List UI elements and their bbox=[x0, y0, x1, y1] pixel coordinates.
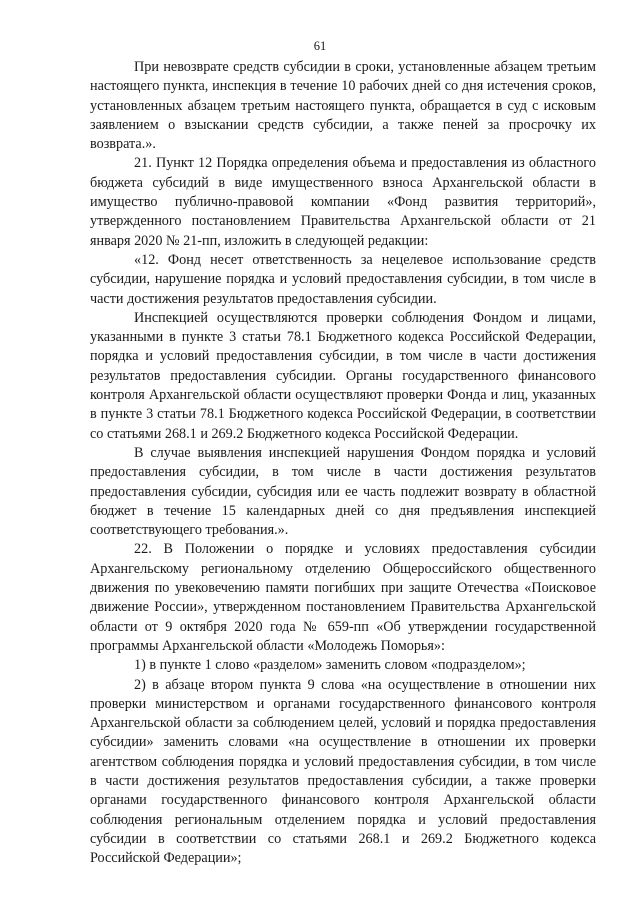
document-body bbox=[90, 58, 596, 868]
paragraph-subitem-2: 2) в абзаце втором пункта 9 слова «на осуществление в отношении них проверки министерством и органами государственного финансового контроля Архангельской области за соблюдением целей, условий и порядка предоставления субсидии» заменить словами «на осуществление в отношении их проверки агентством соблюдения порядка и условий предоставления субсидии, в том числе в части достижения результатов предоставления субсидии, а также проверки органами государственного финансового контроля Архангельской области соблюдения региональным отделением порядка и условий предоставления субсидии в соответствии со статьями 268.1 и 269.2 Бюджетного кодекса Российской Федерации»; bbox=[90, 676, 596, 867]
paragraph-item-22: 22. В Положении о порядке и условиях предоставления субсидии Архангельскому региональному отделению Общероссийского общественного движения по увековечению памяти погибших при защите Отечества «Поисковое движение России», утвержденном постановлением Правительства Архангельской области от 9 октября 2020 года № 659-пп «Об утверждении государственной программы Архангельской области «Молодежь Поморья»: bbox=[90, 541, 596, 654]
page-number: 61 bbox=[313, 39, 327, 53]
paragraph-subsidy-return: При невозврате средств субсидии в сроки, установленные абзацем третьим настоящего пункта, инспекция в течение 10 рабочих дней со дня истечения сроков, установленных абзацем третьим настоящего пункта, обращается в суд с исковым заявлением о взыскании средств субсидии, а также пеней за просрочку их возврата.». bbox=[90, 59, 596, 153]
paragraph-item-21: 21. Пункт 12 Порядка определения объема и предоставления из областного бюджета субсидий в виде имущественного взноса Архангельской области в имущество публично-правовой компании «Фонд развития территорий», утвержденного постановлением Правительства Архангельской области от 21 января 2020 № 21-пп, изложить в следующей редакции: bbox=[90, 155, 596, 249]
paragraph-subitem-1: 1) в пункте 1 слово «разделом» заменить словом «подразделом»; bbox=[134, 657, 526, 674]
paragraph-item-12-quote: «12. Фонд несет ответственность за нецелевое использование средств субсидии, нарушение порядка и условий предоставления субсидии, в том числе в части достижения результатов предоставления субсидии. bbox=[90, 251, 596, 307]
paragraph-violation-return: В случае выявления инспекцией нарушения Фондом порядка и условий предоставления субсидии, в том числе в части достижения результатов предоставления субсидии, субсидия или ее часть подлежит возврату в областной бюджет в течение 15 календарных дней со дня предъявления инспекцией соответствующего требования.». bbox=[90, 444, 596, 539]
paragraph-inspection-checks: Инспекцией осуществляются проверки соблюдения Фондом и лицами, указанными в пункте 3 статьи 78.1 Бюджетного кодекса Российской Федерации, порядка и условий предоставления субсидии, в том числе в части достижения результатов предоставления субсидии. Органы государственного финансового контроля Архангельской области осуществляют проверки Фонда и лиц, указанных в пункте 3 статьи 78.1 Бюджетного кодекса Российской Федерации, в соответствии со статьями 268.1 и 269.2 Бюджетного кодекса Российской Федерации. bbox=[90, 309, 596, 442]
